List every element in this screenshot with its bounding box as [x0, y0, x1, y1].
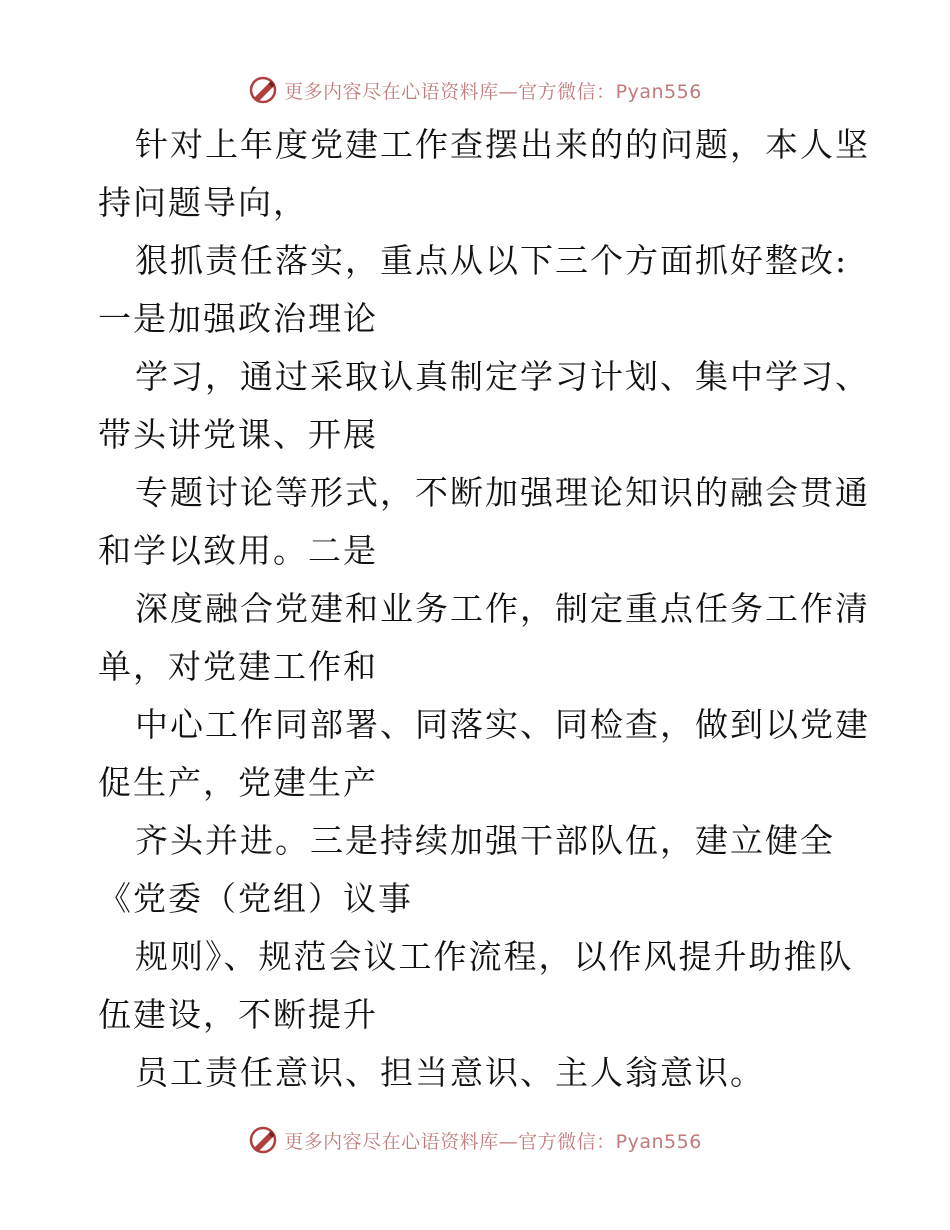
- paragraph-line: 狠抓责任落实，重点从以下三个方面抓好整改:: [135, 241, 849, 280]
- pen-logo-icon: [248, 1125, 278, 1155]
- paragraph-line: 学习，通过采取认真制定学习计划、集中学习、: [135, 357, 870, 396]
- paragraph-line: 一是加强政治理论: [98, 299, 378, 338]
- paragraph-line: 《党委（党组）议事: [98, 879, 413, 918]
- wechat-id: Pyan556: [615, 1130, 702, 1153]
- paragraph-line: 单，对党建工作和: [98, 647, 378, 686]
- wechat-id: Pyan556: [615, 80, 702, 103]
- pen-logo-icon: [248, 75, 278, 105]
- footer-watermark: [0, 1120, 950, 1160]
- paragraph-line: 员工责任意识、担当意识、主人翁意识。: [135, 1053, 765, 1092]
- paragraph-line: 针对上年度党建工作查摆出来的的问题，本人坚: [135, 125, 870, 164]
- header-watermark: [0, 70, 950, 110]
- paragraph-line: 专题讨论等形式，不断加强理论知识的融会贯通: [135, 473, 870, 512]
- paragraph-line: 促生产，党建生产: [98, 763, 378, 802]
- paragraph-line: 深度融合党建和业务工作，制定重点任务工作清: [135, 589, 870, 628]
- paragraph-line: 齐头并进。三是持续加强干部队伍，建立健全: [135, 821, 835, 860]
- paragraph-line: 中心工作同部署、同落实、同检查，做到以党建: [135, 705, 870, 744]
- paragraph-line: 规则》、规范会议工作流程，以作风提升助推队: [135, 937, 854, 976]
- paragraph-line: 持问题导向，: [98, 183, 308, 222]
- watermark-text: [284, 1127, 702, 1154]
- watermark-text: [284, 77, 702, 104]
- paragraph-line: 和学以致用。二是: [98, 531, 378, 570]
- watermark-label: 更多内容尽在心语资料库—官方微信：: [284, 1130, 616, 1153]
- document-body: [98, 116, 870, 1102]
- paragraph-line: 带头讲党课、开展: [98, 415, 378, 454]
- watermark-label: 更多内容尽在心语资料库—官方微信：: [284, 80, 616, 103]
- paragraph-line: 伍建设，不断提升: [98, 995, 378, 1034]
